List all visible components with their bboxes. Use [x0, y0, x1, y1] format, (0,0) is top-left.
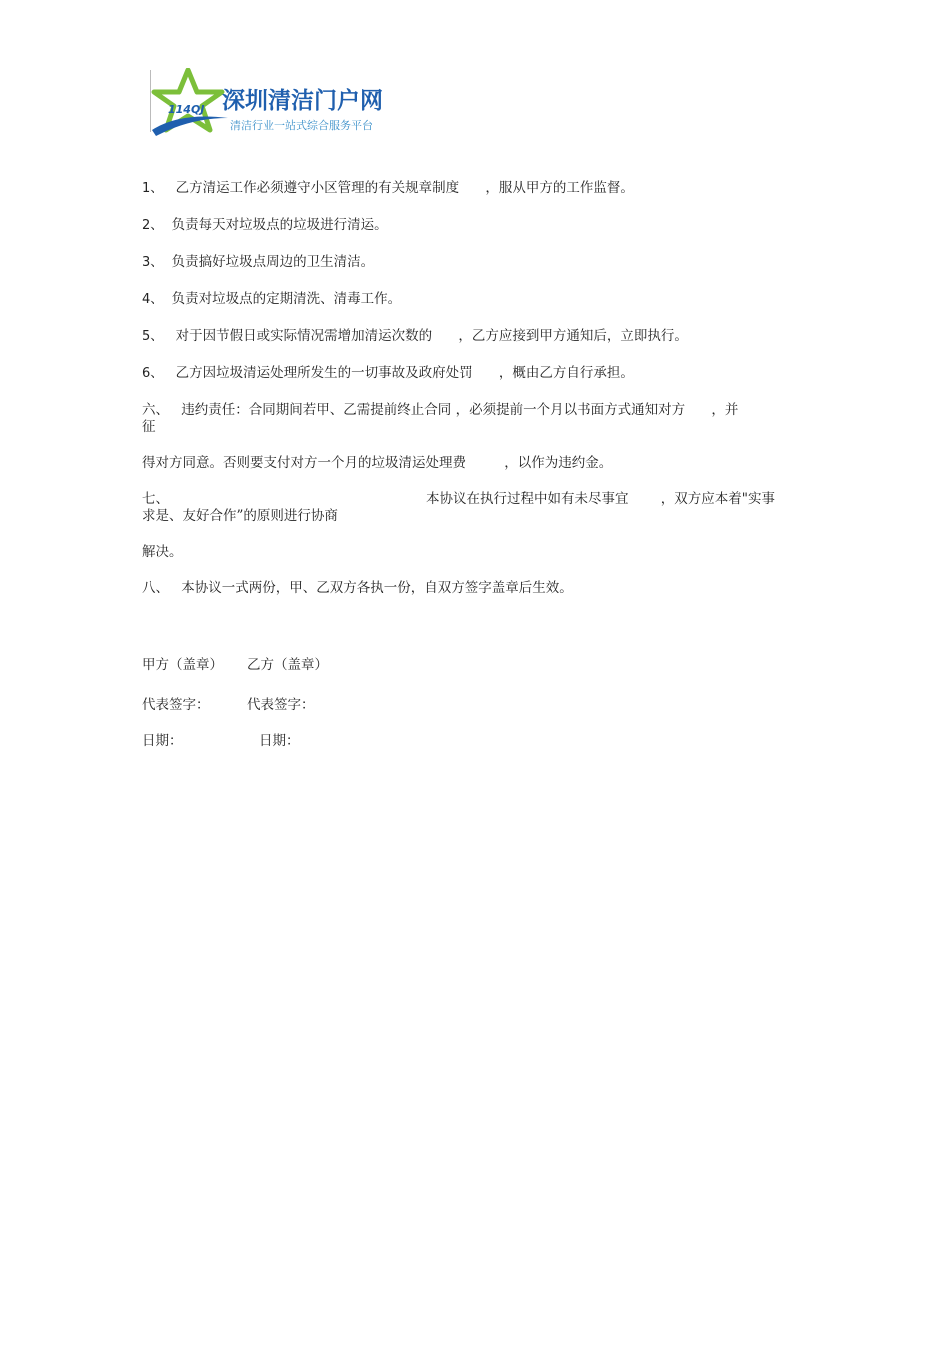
item-4: [142, 291, 401, 308]
clause-number: 八、: [142, 580, 169, 596]
logo-badge: 114QJ: [168, 103, 205, 116]
item-number: 1、: [142, 181, 164, 196]
item-text: 负责每天对垃圾点的垃圾进行清运。: [171, 217, 388, 233]
clause-7-line-3: 解决。: [142, 544, 183, 560]
item-1: [142, 180, 634, 197]
item-number: 3、: [142, 255, 164, 270]
clause-6-line-1: [142, 402, 738, 419]
party-a-sign: 代表签字：: [142, 697, 210, 713]
logo-subtitle: 清洁行业一站式综合服务平台: [230, 119, 373, 132]
item-text-cont: ，服从甲方的工作监督。: [485, 180, 634, 196]
clause-text-cont: ，双方应本着"实事: [660, 491, 776, 507]
clause-text-cont: ，以作为违约金。: [504, 455, 613, 471]
party-b-seal: 乙方（盖章）: [247, 657, 328, 673]
item-3: [142, 254, 374, 271]
clause-number: 六、: [142, 402, 169, 418]
item-number: 5、: [142, 329, 164, 344]
party-a-date: 日期：: [142, 733, 183, 749]
clause-text: 本协议一式两份，甲、乙双方各执一份，自双方签字盖章后生效。: [181, 580, 573, 596]
clause-text: 本协议在执行过程中如有未尽事宜: [426, 491, 629, 507]
item-text: 乙方清运工作必须遵守小区管理的有关规章制度: [175, 180, 460, 196]
clause-6-line-2: 征: [142, 419, 156, 435]
party-a-seal: 甲方（盖章）: [142, 657, 223, 673]
item-number: 2、: [142, 218, 164, 233]
logo-title: 深圳清洁门户网: [222, 88, 383, 114]
clause-7-number: 七、: [142, 491, 169, 507]
item-5: [142, 328, 688, 345]
item-text-cont: ，概由乙方自行承担。: [498, 365, 634, 381]
item-text-cont: ，乙方应接到甲方通知后，立即执行。: [458, 328, 688, 344]
party-b-date: 日期：: [259, 733, 300, 749]
party-b-sign: 代表签字：: [247, 697, 315, 713]
clause-7-line-1: [426, 491, 775, 508]
clause-text: 违约责任：合同期间若甲、乙需提前终止合同 ，必须提前一个月以书面方式通知对方: [181, 402, 686, 418]
clause-text-cont: ，并: [711, 402, 739, 418]
clause-8: [142, 580, 573, 597]
item-text: 对于因节假日或实际情况需增加清运次数的: [175, 328, 433, 344]
item-6: [142, 365, 634, 382]
clause-6-line-3: [142, 455, 612, 472]
item-number: 6、: [142, 366, 164, 381]
item-2: [142, 217, 388, 234]
clause-text: 得对方同意。否则要支付对方一个月的垃圾清运处理费: [142, 455, 466, 471]
item-number: 4、: [142, 292, 164, 307]
clause-7-line-2: 求是、友好合作”的原则进行协商: [142, 508, 338, 524]
item-text: 负责对垃圾点的定期清洗、清毒工作。: [171, 291, 402, 307]
item-text: 负责搞好垃圾点周边的卫生清洁。: [171, 254, 375, 270]
item-text: 乙方因垃圾清运处理所发生的一切事故及政府处罚: [175, 365, 473, 381]
